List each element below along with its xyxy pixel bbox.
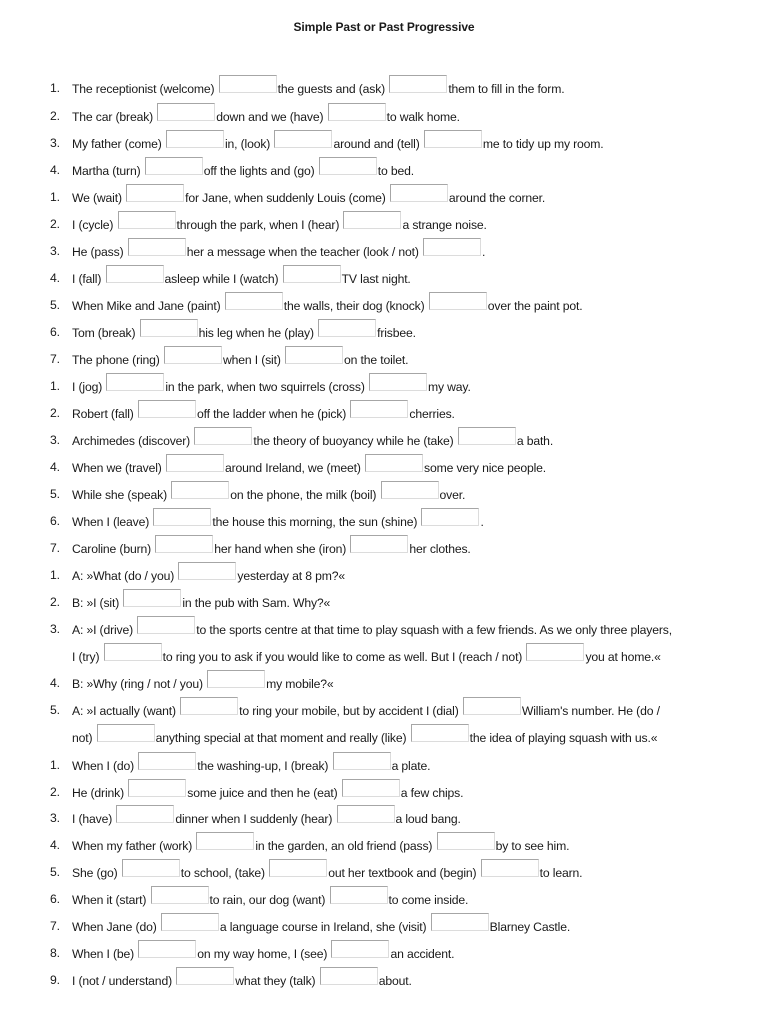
answer-input[interactable] [106,373,164,391]
sentence-text: When I (do) [72,759,138,773]
item-number: 5. [50,298,60,312]
item-number: 5. [50,487,60,501]
sentence-text: Robert (fall) [72,407,137,421]
item-number: 4. [50,163,60,177]
answer-input[interactable] [194,427,252,445]
sentence-text: the guests and (ask) [277,82,389,96]
sentence-text: around Ireland, we (meet) [224,461,364,475]
sentence-text: not) [72,731,96,745]
answer-input[interactable] [424,130,482,148]
sentence [72,187,545,207]
sentence-text: off the lights and (go) [203,164,318,178]
sentence-text: When it (start) [72,893,150,907]
sentence [72,349,408,369]
answer-input[interactable] [526,643,584,661]
answer-input[interactable] [330,886,388,904]
answer-input[interactable] [166,454,224,472]
sentence-text: on the phone, the milk (boil) [230,488,380,502]
sentence-text: the house this morning, the sun (shine) [212,515,421,529]
item-number: 8. [50,946,60,960]
answer-input[interactable] [350,400,408,418]
sentence [72,646,661,666]
exercise-line [0,755,768,775]
sentence-text: I (have) [72,812,116,826]
answer-input[interactable] [369,373,427,391]
answer-input[interactable] [145,157,203,175]
sentence-text: my way. [427,380,471,394]
answer-input[interactable] [166,130,224,148]
sentence-text: A: »I (drive) [72,623,137,637]
exercise-line [0,646,768,666]
sentence [72,619,672,639]
sentence-text: We (wait) [72,191,126,205]
item-number: 1. [50,190,60,204]
item-number: 9. [50,973,60,987]
sentence-text: some juice and then he (eat) [187,786,341,800]
exercise-line [0,268,768,288]
sentence-text: B: »I (sit) [72,596,123,610]
answer-input[interactable] [431,913,489,931]
answer-input[interactable] [274,130,332,148]
sentence-text: While she (speak) [72,488,171,502]
sentence-text: The phone (ring) [72,353,163,367]
item-number: 1. [50,758,60,772]
answer-input[interactable] [331,940,389,958]
sentence-text: The receptionist (welcome) [72,82,218,96]
exercise-line [0,187,768,207]
sentence-text: the washing-up, I (break) [197,759,332,773]
sentence [72,943,454,963]
sentence-text: in the park, when two squirrels (cross) [165,380,368,394]
sentence-text: about. [378,974,412,988]
answer-input[interactable] [285,346,343,364]
sentence [72,835,569,855]
sentence-text: me to tidy up my room. [482,137,604,151]
answer-input[interactable] [138,940,196,958]
answer-input[interactable] [318,319,376,337]
sentence-text: When Mike and Jane (paint) [72,299,224,313]
sentence-text: a plate. [391,759,431,773]
sentence-text: an accident. [390,947,455,961]
sentence-text: When my father (work) [72,839,196,853]
sentence-text: My father (come) [72,137,165,151]
answer-input[interactable] [164,346,222,364]
sentence-text: to come inside. [388,893,469,907]
answer-input[interactable] [389,75,447,93]
sentence [72,700,660,720]
answer-input[interactable] [319,157,377,175]
sentence [72,322,416,342]
exercise-line [0,457,768,477]
exercise-line [0,133,768,153]
sentence-text: down and we (have) [216,110,327,124]
sentence-text: what they (talk) [235,974,319,988]
item-number: 1. [50,81,60,95]
sentence-text: He (drink) [72,786,128,800]
answer-input[interactable] [423,238,481,256]
sentence-text: asleep while I (watch) [164,272,282,286]
sentence [72,808,461,828]
sentence [72,916,570,936]
item-number: 6. [50,325,60,339]
item-number: 3. [50,622,60,636]
item-number: 6. [50,892,60,906]
exercise-line [0,889,768,909]
answer-input[interactable] [429,292,487,310]
sentence-text: . [481,245,486,259]
sentence-text: to ring you to ask if you would like to come as well. But I (reach / not) [162,650,526,664]
answer-input[interactable] [178,562,236,580]
answer-input[interactable] [176,967,234,985]
answer-input[interactable] [342,779,400,797]
answer-input[interactable] [411,724,469,742]
sentence-text: his leg when he (play) [198,326,318,340]
sentence [72,592,330,612]
answer-input[interactable] [481,859,539,877]
exercise-line [0,835,768,855]
item-number: 2. [50,785,60,799]
sentence-text: to bed. [377,164,415,178]
sentence [72,755,430,775]
sentence-text: The car (break) [72,110,157,124]
sentence-text: When I (be) [72,947,138,961]
sentence-text: the walls, their dog (knock) [283,299,428,313]
exercise-line [0,862,768,882]
item-number: 3. [50,433,60,447]
exercise-line [0,241,768,261]
exercise-line [0,538,768,558]
sentence-text: the idea of playing squash with us.« [469,731,658,745]
answer-input[interactable] [381,481,439,499]
sentence [72,862,582,882]
answer-input[interactable] [328,103,386,121]
sentence [72,295,582,315]
sentence-text: in the garden, an old friend (pass) [255,839,436,853]
item-number: 4. [50,838,60,852]
exercise-line [0,592,768,612]
exercise-line [0,295,768,315]
sentence-text: to rain, our dog (want) [209,893,329,907]
sentence [72,511,484,531]
item-number: 4. [50,676,60,690]
exercise-line [0,376,768,396]
sentence [72,214,487,234]
answer-input[interactable] [207,670,265,688]
sentence [72,538,471,558]
answer-input[interactable] [365,454,423,472]
sentence-text: a language course in Ireland, she (visit) [219,920,430,934]
item-number: 5. [50,703,60,717]
sentence-text: her clothes. [409,542,471,556]
sentence-text: her a message when the teacher (look / not) [186,245,422,259]
sentence-text: the theory of buoyancy while he (take) [253,434,457,448]
item-number: 6. [50,514,60,528]
sentence [72,133,604,153]
sentence-text: TV last night. [341,272,411,286]
answer-input[interactable] [122,859,180,877]
answer-input[interactable] [196,832,254,850]
sentence [72,430,553,450]
answer-input[interactable] [128,238,186,256]
answer-input[interactable] [283,265,341,283]
sentence-text: I (jog) [72,380,106,394]
answer-input[interactable] [421,508,479,526]
sentence-text: around and (tell) [333,137,423,151]
item-number: 2. [50,406,60,420]
answer-input[interactable] [350,535,408,553]
sentence-text: a loud bang. [395,812,461,826]
sentence-text: When we (travel) [72,461,165,475]
answer-input[interactable] [138,752,196,770]
exercise-line [0,970,768,990]
exercise-line [0,322,768,342]
sentence-text: out her textbook and (begin) [328,866,480,880]
sentence [72,457,546,477]
sentence-text: by to see him. [495,839,570,853]
answer-input[interactable] [180,697,238,715]
sentence-text: off the ladder when he (pick) [196,407,350,421]
answer-input[interactable] [219,75,277,93]
sentence-text: I (fall) [72,272,105,286]
exercise-line [0,78,768,98]
sentence-text: A: »I actually (want) [72,704,180,718]
exercise-line [0,106,768,126]
sentence-text: I (cycle) [72,218,117,232]
answer-input[interactable] [463,697,521,715]
sentence-text: Martha (turn) [72,164,144,178]
sentence-text: A: »What (do / you) [72,569,178,583]
answer-input[interactable] [123,589,181,607]
item-number: 3. [50,244,60,258]
answer-input[interactable] [161,913,219,931]
item-number: 7. [50,919,60,933]
sentence-text: to walk home. [386,110,460,124]
sentence-text: when I (sit) [222,353,284,367]
answer-input[interactable] [225,292,283,310]
sentence [72,376,471,396]
sentence-text: around the corner. [448,191,546,205]
item-number: 1. [50,568,60,582]
sentence-text: a strange noise. [402,218,487,232]
exercise-line [0,349,768,369]
item-number: 3. [50,811,60,825]
answer-input[interactable] [155,535,213,553]
sentence [72,782,463,802]
sentence-text: Caroline (burn) [72,542,155,556]
sentence [72,889,468,909]
sentence-text: some very nice people. [424,461,547,475]
sentence-text: I (not / understand) [72,974,176,988]
sentence-text: He (pass) [72,245,127,259]
sentence [72,403,455,423]
sentence-text: to school, (take) [180,866,269,880]
answer-input[interactable] [97,724,155,742]
sentence [72,970,412,990]
sentence [72,160,414,180]
exercise-line [0,619,768,639]
answer-input[interactable] [458,427,516,445]
sentence-text: over the paint pot. [487,299,583,313]
worksheet-title: Simple Past or Past Progressive [293,20,475,34]
answer-input[interactable] [437,832,495,850]
answer-input[interactable] [171,481,229,499]
item-number: 2. [50,217,60,231]
exercise-line [0,808,768,828]
answer-input[interactable] [138,400,196,418]
sentence-text: in the pub with Sam. Why?« [182,596,331,610]
exercise-line [0,403,768,423]
item-number: 4. [50,460,60,474]
answer-input[interactable] [140,319,198,337]
exercise-line [0,430,768,450]
item-number: 7. [50,541,60,555]
sentence [72,673,334,693]
sentence-text: a few chips. [400,786,464,800]
exercise-line [0,565,768,585]
answer-input[interactable] [269,859,327,877]
item-number: 7. [50,352,60,366]
item-number: 5. [50,865,60,879]
sentence-text: through the park, when I (hear) [176,218,343,232]
sentence-text: When Jane (do) [72,920,160,934]
exercise-line [0,673,768,693]
answer-input[interactable] [118,211,176,229]
sentence-text: William's number. He (do / [521,704,660,718]
exercise-line [0,160,768,180]
exercise-line [0,484,768,504]
sentence-text: I (try) [72,650,103,664]
answer-input[interactable] [337,805,395,823]
answer-input[interactable] [128,779,186,797]
sentence-text: them to fill in the form. [448,82,565,96]
sentence-text: to learn. [539,866,583,880]
sentence-text: She (go) [72,866,121,880]
sentence-text: Archimedes (discover) [72,434,194,448]
sentence-text: . [480,515,484,529]
answer-input[interactable] [153,508,211,526]
sentence-text: you at home.« [585,650,661,664]
item-number: 1. [50,379,60,393]
sentence-text: her hand when she (iron) [214,542,350,556]
sentence-text: on my way home, I (see) [197,947,331,961]
sentence-text: cherries. [409,407,455,421]
sentence-text: a bath. [516,434,554,448]
sentence [72,241,485,261]
sentence [72,565,345,585]
exercise-line [0,943,768,963]
item-number: 3. [50,136,60,150]
exercise-line [0,782,768,802]
sentence [72,106,460,126]
sentence-text: dinner when I suddenly (hear) [175,812,336,826]
answer-input[interactable] [126,184,184,202]
answer-input[interactable] [320,967,378,985]
sentence-text: to ring your mobile, but by accident I (dial) [239,704,462,718]
sentence-text: When I (leave) [72,515,153,529]
sentence-text: anything special at that moment and really (like) [155,731,410,745]
sentence [72,484,465,504]
exercise-line [0,511,768,531]
exercise-line [0,916,768,936]
sentence-text: to the sports centre at that time to play squash with a few friends. As we only three players, [196,623,672,637]
sentence-text: Tom (break) [72,326,139,340]
answer-input[interactable] [137,616,195,634]
sentence [72,78,564,98]
sentence-text: over. [439,488,466,502]
sentence [72,268,411,288]
answer-input[interactable] [343,211,401,229]
item-number: 4. [50,271,60,285]
answer-input[interactable] [104,643,162,661]
sentence-text: Blarney Castle. [489,920,571,934]
sentence-text: my mobile?« [266,677,334,691]
answer-input[interactable] [106,265,164,283]
sentence-text: for Jane, when suddenly Louis (come) [185,191,389,205]
sentence-text: B: »Why (ring / not / you) [72,677,207,691]
item-number: 2. [50,109,60,123]
exercise-line [0,214,768,234]
sentence-text: yesterday at 8 pm?« [237,569,345,583]
item-number: 2. [50,595,60,609]
sentence-text: frisbee. [377,326,416,340]
sentence [72,727,657,747]
answer-input[interactable] [157,103,215,121]
answer-input[interactable] [151,886,209,904]
sentence-text: in, (look) [224,137,274,151]
answer-input[interactable] [333,752,391,770]
answer-input[interactable] [390,184,448,202]
exercise-line [0,700,768,720]
answer-input[interactable] [116,805,174,823]
exercise-line [0,727,768,747]
sentence-text: on the toilet. [344,353,409,367]
